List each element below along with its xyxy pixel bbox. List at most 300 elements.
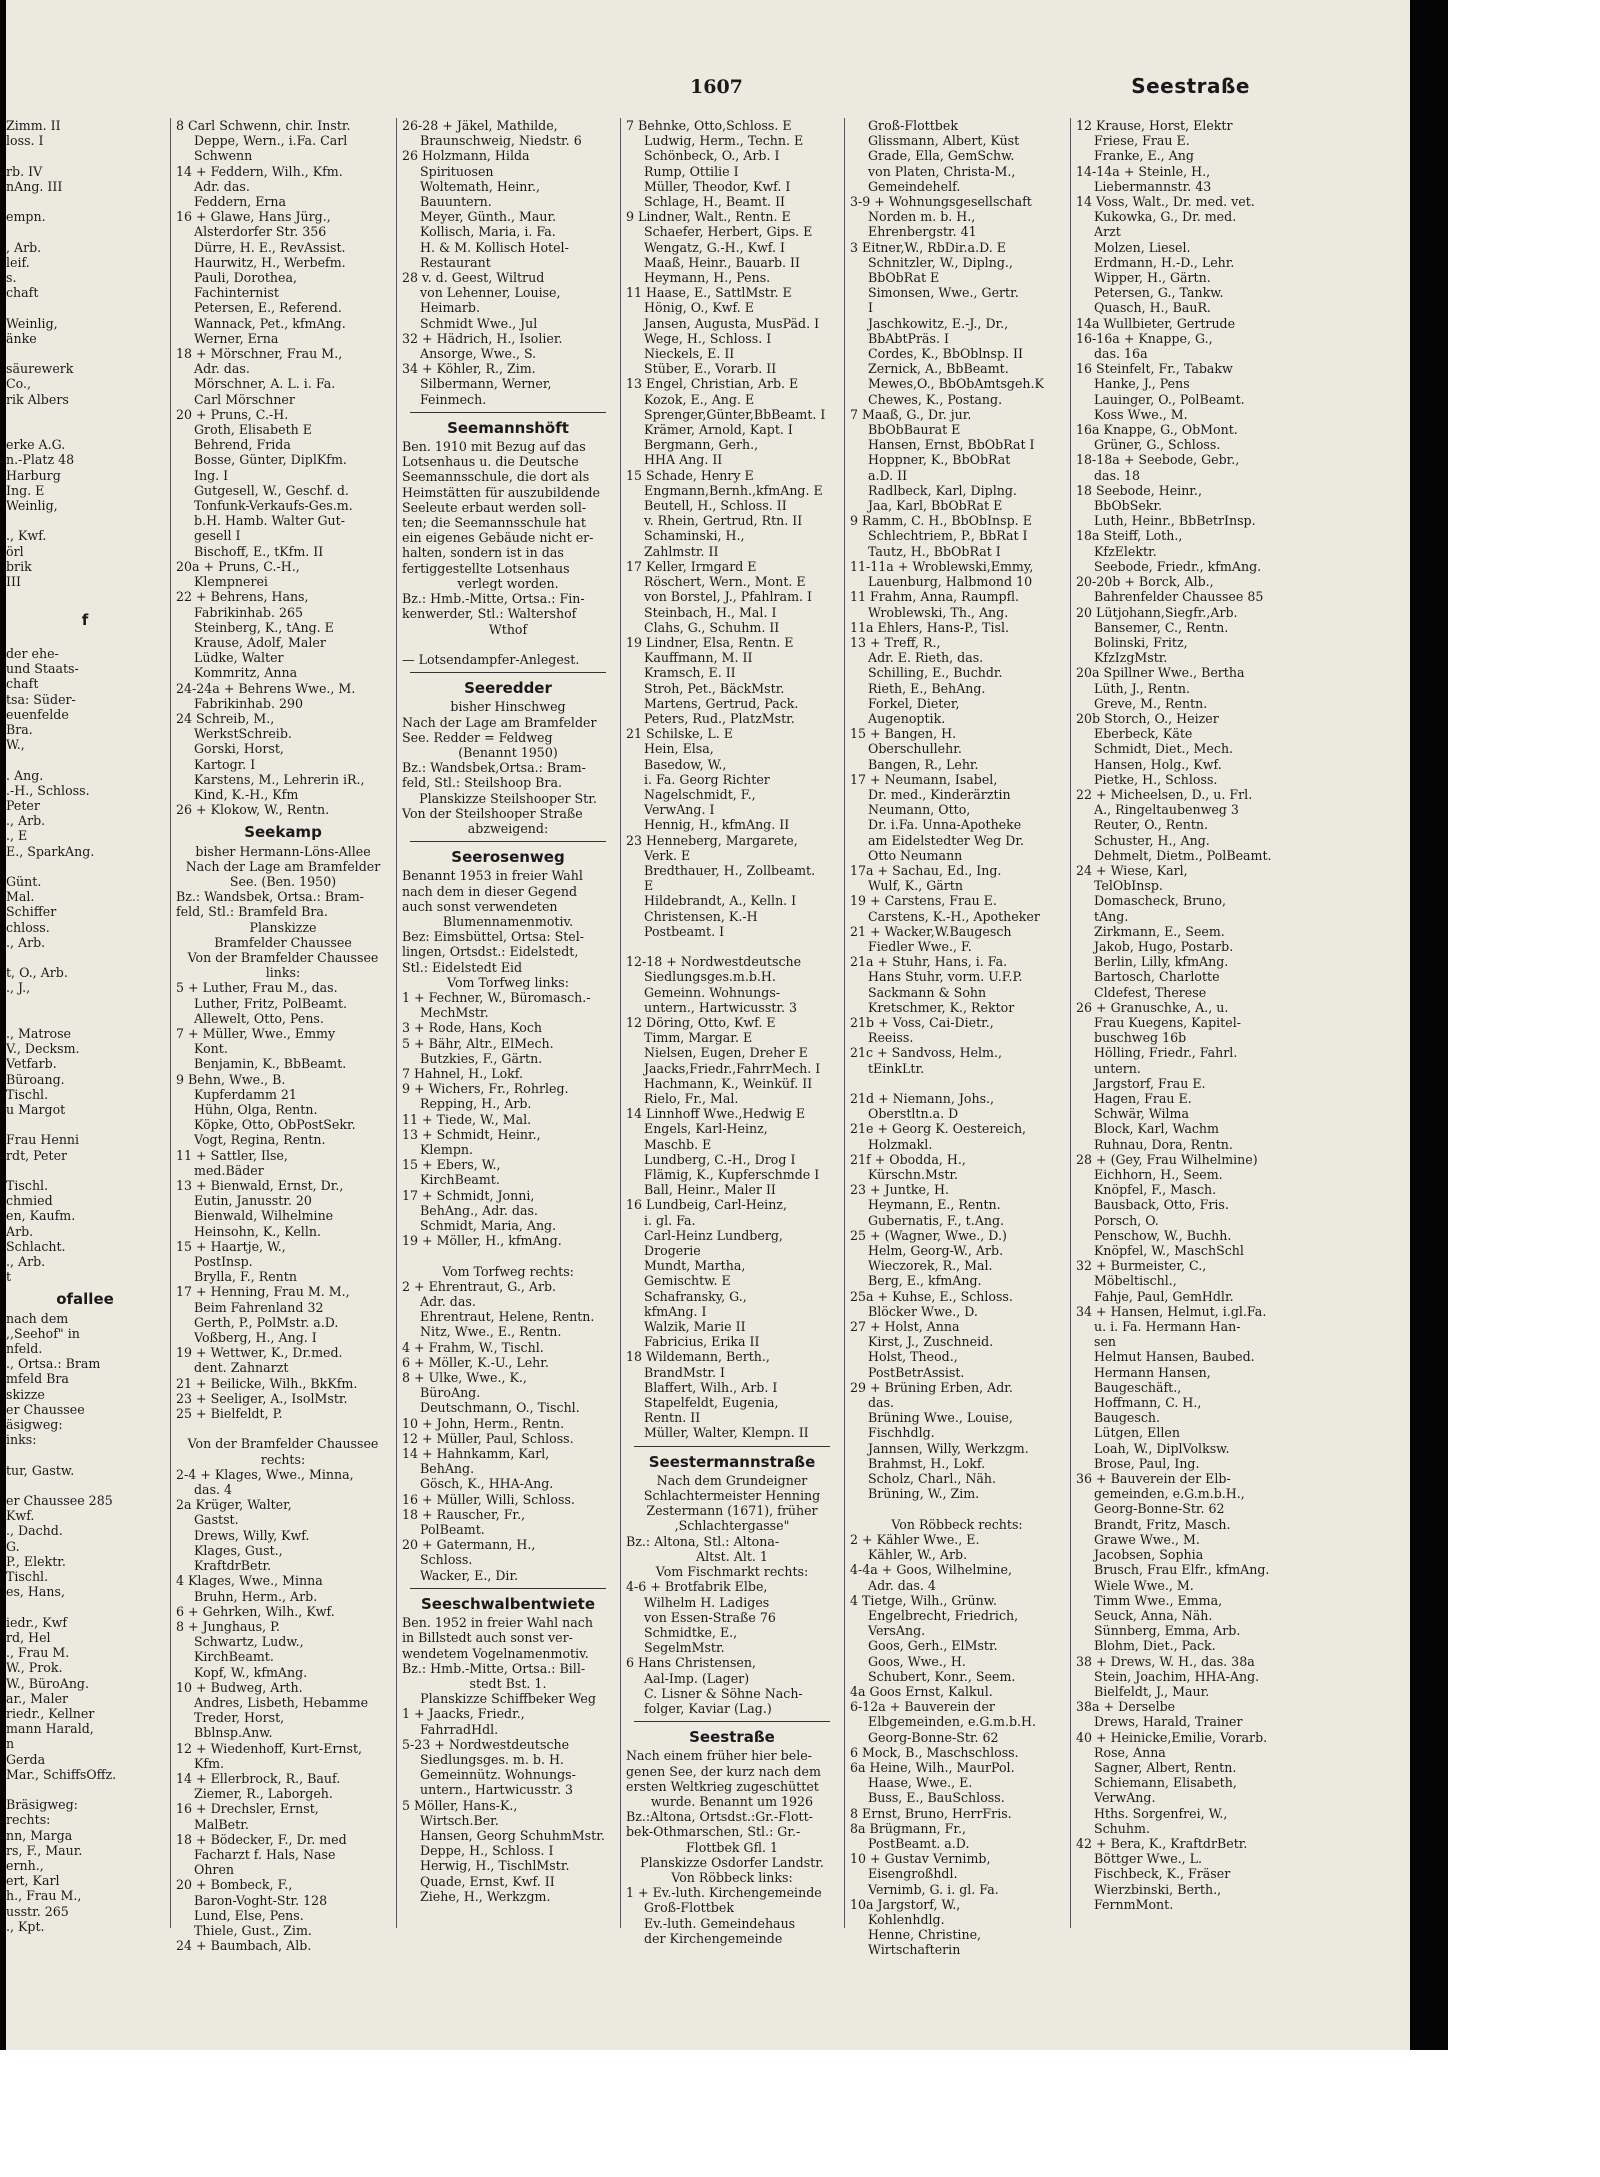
directory-entry: Bra. <box>6 721 33 737</box>
directory-entry: Treder, Horst, <box>194 1710 285 1726</box>
directory-entry: Siedlungsges. m. b. H. <box>420 1751 564 1767</box>
directory-entry: Adr. E. Rieth, das. <box>868 650 984 666</box>
directory-entry: t, O., Arb. <box>6 965 68 981</box>
directory-entry: 22 + Micheelsen, D., u. Frl. <box>1076 786 1253 802</box>
directory-entry: Koss Wwe., M. <box>1094 406 1188 422</box>
directory-entry: b.H. Hamb. Walter Gut- <box>194 513 345 529</box>
directory-entry: Wirtschafterin <box>868 1942 961 1958</box>
directory-entry <box>6 1600 164 1615</box>
directory-entry: Lotsenhaus u. die Deutsche <box>402 454 579 470</box>
directory-entry: Jacobsen, Sophia <box>1094 1547 1204 1563</box>
directory-entry: Eisengroßhdl. <box>868 1866 958 1882</box>
directory-entry: Eutin, Janusstr. 20 <box>194 1193 312 1209</box>
directory-entry: Adr. das. <box>194 178 250 194</box>
directory-entry: Steinberg, K., tAng. E <box>194 619 334 635</box>
directory-entry: Kozok, E., Ang. E <box>644 391 755 407</box>
directory-entry: BbObSekr. <box>1094 498 1163 514</box>
directory-entry: Arzt <box>1094 224 1121 240</box>
directory-entry: links: <box>265 965 301 981</box>
directory-entry: Benannt 1953 in freier Wahl <box>402 868 583 884</box>
directory-entry: Weinlig, <box>6 498 58 514</box>
directory-entry: untern., Hartwicusstr. 3 <box>644 999 798 1015</box>
directory-entry: rechts: <box>260 1451 306 1467</box>
directory-entry: Baron-Voght-Str. 128 <box>194 1892 328 1908</box>
directory-entry: Bz.:Altona, Ortsdst.:Gr.-Flott- <box>626 1809 813 1825</box>
directory-entry: 13 + Schmidt, Heinr., <box>402 1126 541 1142</box>
directory-entry: BrandMstr. I <box>644 1364 725 1380</box>
directory-entry: Basedow, W., <box>644 756 727 772</box>
directory-entry: Scholz, Charl., Näh. <box>868 1471 996 1487</box>
directory-entry: rdt, Peter <box>6 1147 68 1163</box>
directory-entry: Grade, Ella, GemSchw. <box>868 148 1015 164</box>
directory-entry: Goos, Wwe., H. <box>868 1653 966 1669</box>
directory-entry: Hoffmann, C. H., <box>1094 1395 1202 1411</box>
directory-entry: Butzkies, F., Gärtn. <box>420 1050 543 1066</box>
column-rule <box>170 118 171 1928</box>
directory-entry: 24 Schreib, M., <box>176 710 275 726</box>
directory-entry: Ball, Heinr., Maler II <box>644 1182 776 1198</box>
directory-entry: ., E <box>6 828 28 844</box>
directory-entry: ., Ortsa.: Bram <box>6 1356 101 1372</box>
directory-entry: von Platen, Christa-M., <box>868 163 1016 179</box>
directory-entry: VerwAng. I <box>644 802 715 818</box>
directory-entry: Bolinski, Fritz, <box>1094 634 1188 650</box>
directory-entry: 8 + Junghaus, P. <box>176 1618 281 1634</box>
directory-entry: Sagner, Albert, Rentn. <box>1094 1759 1237 1775</box>
directory-entry: 12 + Müller, Paul, Schloss. <box>402 1430 574 1446</box>
directory-entry: KraftdrBetr. <box>194 1558 272 1574</box>
directory-entry: Lüth, J., Rentn. <box>1094 680 1190 696</box>
directory-entry: dent. Zahnarzt <box>194 1360 289 1376</box>
directory-entry <box>6 422 164 437</box>
directory-entry: Frau Kuegens, Kapitel- <box>1094 1014 1241 1030</box>
directory-entry: Herwig, H., TischlMstr. <box>420 1858 570 1874</box>
directory-entry: Sackmann & Sohn <box>868 984 987 1000</box>
directory-entry: Rielo, Fr., Mal. <box>644 1091 739 1106</box>
directory-entry: empn. <box>6 209 46 225</box>
directory-entry: bek-Othmarschen, Stl.: Gr.- <box>626 1824 801 1840</box>
directory-entry: ,Schlachtergasse" <box>674 1518 790 1534</box>
directory-entry: Ben. 1910 mit Bezug auf das <box>402 439 586 455</box>
directory-entry <box>626 939 838 954</box>
directory-entry: Von der Bramfelder Chaussee <box>187 949 379 965</box>
directory-entry: Ben. 1952 in freier Wahl nach <box>402 1615 593 1631</box>
directory-entry: Ziemer, R., Laborgeh. <box>194 1786 333 1802</box>
directory-entry: Hein, Elsa, <box>644 741 714 757</box>
directory-entry: Schafransky, G., <box>644 1288 747 1304</box>
directory-entry <box>6 346 164 361</box>
directory-entry: Timm, Margar. E <box>644 1030 753 1046</box>
directory-entry: Mal. <box>6 889 35 905</box>
directory-entry: Bredthauer, H., Zollbeamt. <box>644 862 816 878</box>
directory-entry: 22 + Behrens, Hans, <box>176 589 309 605</box>
directory-entry: Dr. med., Kinderärztin <box>868 786 1011 802</box>
directory-entry: Baugeschäft., <box>1094 1379 1182 1395</box>
directory-entry: BbAbtPräs. I <box>868 330 949 346</box>
directory-entry: Domascheck, Bruno, <box>1094 893 1226 909</box>
directory-entry: 42 + Bera, K., KraftdrBetr. <box>1076 1835 1248 1851</box>
directory-entry: abzweigend: <box>467 820 549 836</box>
directory-entry: PostBetrAssist. <box>868 1364 965 1380</box>
section-heading: Seeschwalbentwiete <box>420 1594 596 1613</box>
directory-entry: tAng. <box>1094 908 1129 924</box>
directory-entry: 11 + Sattler, Ilse, <box>176 1147 288 1163</box>
directory-entry: Rentn. II <box>644 1410 701 1426</box>
directory-entry: das. 4 <box>194 1482 233 1498</box>
directory-entry: Petersen, G., Tankw. <box>1094 285 1224 301</box>
directory-entry: 6 Mock, B., Maschschloss. <box>850 1744 1019 1760</box>
directory-entry: Carl Mörschner <box>194 391 295 407</box>
directory-entry: . Ang. <box>6 767 44 783</box>
directory-entry: 21 + Beilicke, Wilh., BkKfm. <box>176 1375 358 1391</box>
directory-entry: Flämig, K., Kupferschmde I <box>644 1167 820 1183</box>
directory-entry: Vogt, Regina, Rentn. <box>194 1132 326 1148</box>
directory-entry: 11 Haase, E., SattlMstr. E <box>626 285 792 301</box>
directory-entry: Neumann, Otto, <box>868 802 971 818</box>
directory-entry: ar., Maler <box>6 1690 69 1706</box>
directory-entry: 23 + Seeliger, A., IsolMstr. <box>176 1390 348 1406</box>
directory-entry: Schaminski, H., <box>644 528 745 544</box>
directory-entry: Quasch, H., BauR. <box>1094 300 1211 316</box>
directory-entry <box>850 1076 1064 1091</box>
section-divider <box>634 1446 830 1447</box>
directory-entry: Schilling, E., Buchdr. <box>868 665 1003 681</box>
directory-entry: bisher Hinschweg <box>450 699 566 715</box>
directory-entry: Knöpfel, W., MaschSchl <box>1094 1243 1244 1259</box>
directory-entry: 2-4 + Klages, Wwe., Minna, <box>176 1466 354 1482</box>
directory-entry: 16 + Drechsler, Ernst, <box>176 1801 319 1817</box>
directory-entry: Mörschner, A. L. i. Fa. <box>194 376 336 392</box>
column-rule <box>844 118 845 1928</box>
directory-entry: W., BüroAng. <box>6 1675 89 1691</box>
directory-entry: Bz.: Wandsbek, Ortsa.: Bram- <box>176 889 364 905</box>
directory-entry: Thiele, Gust., Zim. <box>194 1922 312 1938</box>
directory-entry: 14 + Ellerbrock, R., Bauf. <box>176 1770 341 1786</box>
directory-entry: 19 + Möller, H., kfmAng. <box>402 1233 562 1249</box>
column-rule <box>396 118 397 1928</box>
column-1 <box>172 118 394 1954</box>
directory-entry: Hachmann, K., Weinküf. II <box>644 1075 813 1091</box>
directory-entry: Spirituosen <box>420 163 494 179</box>
directory-entry: ein eigenes Gebäude nicht er- <box>402 530 594 546</box>
directory-entry: BehAng., Adr. das. <box>420 1202 538 1218</box>
directory-entry: t <box>6 1269 12 1285</box>
directory-entry: 8 Ernst, Bruno, HerrFris. <box>850 1805 1012 1821</box>
directory-entry: Kirst, J., Zuschneid. <box>868 1334 994 1350</box>
directory-entry: 38a + Derselbe <box>1076 1699 1176 1715</box>
directory-entry: ersten Weltkrieg zugeschüttet <box>626 1778 819 1794</box>
directory-entry: Gösch, K., HHA-Ang. <box>420 1476 554 1492</box>
directory-entry: Fiedler Wwe., F. <box>868 938 972 954</box>
directory-entry: 16a Knappe, G., ObMont. <box>1076 422 1238 438</box>
directory-entry: Schwartz, Ludw., <box>194 1634 304 1650</box>
directory-entry: iedr., Kwf <box>6 1614 68 1630</box>
directory-entry: Luth, Heinr., BbBetrInsp. <box>1094 513 1256 529</box>
directory-entry: Möbeltischl., <box>1094 1273 1177 1289</box>
directory-entry: wendetem Vogelnamenmotiv. <box>402 1645 589 1661</box>
directory-entry: BbObBaurat E <box>868 422 961 438</box>
directory-entry: Vom Torfweg rechts: <box>442 1263 574 1279</box>
directory-entry: 21c + Sandvoss, Helm., <box>850 1045 1002 1061</box>
directory-entry: 23 + Juntke, H. <box>850 1182 949 1198</box>
directory-entry: Planskizze Osdorfer Landstr. <box>640 1854 824 1870</box>
directory-entry: Schlacht. <box>6 1238 66 1254</box>
directory-entry: 3-9 + Wohnungsgesellschaft <box>850 194 1032 210</box>
directory-entry: untern. <box>1094 1060 1141 1076</box>
directory-entry: nach dem <box>6 1310 69 1326</box>
directory-entry: stedt Bst. 1. <box>469 1675 547 1691</box>
directory-entry: Hühn, Olga, Rentn. <box>194 1102 318 1117</box>
directory-entry: Blohm, Diet., Pack. <box>1094 1638 1216 1654</box>
directory-entry: Brylla, F., Rentn <box>194 1269 297 1285</box>
section-divider <box>410 841 606 842</box>
directory-entry: 11 + Tiede, W., Mal. <box>402 1111 532 1127</box>
directory-entry: Fachinternist <box>194 285 279 301</box>
directory-entry: 10a Jargstorf, W., <box>850 1896 961 1912</box>
directory-entry: rik Albers <box>6 391 69 407</box>
directory-entry: G. <box>6 1538 20 1554</box>
section-divider <box>410 1588 606 1589</box>
directory-entry: Zernick, A., BbBeamt. <box>868 361 1009 377</box>
directory-entry: Brose, Paul, Ing. <box>1094 1455 1200 1471</box>
directory-entry: Schlechtriem, P., BbRat I <box>868 528 1028 544</box>
directory-entry: Büroang. <box>6 1071 65 1087</box>
directory-entry: Hanke, J., Pens <box>1094 376 1190 392</box>
directory-entry: VersAng. <box>868 1623 926 1639</box>
directory-entry: Stein, Joachim, HHA-Ang. <box>1094 1668 1260 1684</box>
directory-entry: 18 Wildemann, Berth., <box>626 1349 770 1365</box>
directory-entry: Heinsohn, K., Kelln. <box>194 1223 321 1239</box>
directory-entry: Schuster, H., Ang. <box>1094 832 1210 848</box>
directory-entry: 14 + Feddern, Wilh., Kfm. <box>176 163 343 179</box>
directory-entry: Kretschmer, K., Rektor <box>868 999 1015 1015</box>
directory-entry: Kohlenhdlg. <box>868 1911 945 1927</box>
directory-entry: Drogerie <box>644 1243 701 1259</box>
directory-entry: 20 + Bombeck, F., <box>176 1877 293 1893</box>
directory-entry <box>6 407 164 422</box>
section-heading: Seeredder <box>464 679 552 698</box>
directory-entry: 25 + Bielfeldt, P. <box>176 1406 283 1422</box>
directory-entry: Buss, E., BauSchloss. <box>868 1790 1005 1806</box>
directory-entry: ., Arb. <box>6 934 46 950</box>
directory-entry: Carstens, K.-H., Apotheker <box>868 908 1040 924</box>
directory-entry: Grüner, G., Schloss. <box>1094 437 1221 453</box>
directory-entry: Krause, Adolf, Maler <box>194 634 326 650</box>
directory-entry: leif. <box>6 254 30 270</box>
directory-entry: Heimarb. <box>420 300 480 316</box>
directory-entry: Röschert, Wern., Mont. E <box>644 574 806 590</box>
directory-entry: Hoppner, K., BbObRat <box>868 452 1011 468</box>
directory-entry: verlegt worden. <box>457 575 559 591</box>
directory-entry: ., Dachd. <box>6 1523 63 1539</box>
directory-entry <box>6 950 164 965</box>
directory-entry: ., Matrose <box>6 1025 71 1041</box>
directory-entry: lingen, Ortsdst.: Eidelstedt, <box>402 944 579 960</box>
directory-entry: 11-11a + Wroblewski,Emmy, <box>850 558 1034 574</box>
directory-entry: von Lehenner, Louise, <box>420 285 561 301</box>
directory-entry: nach dem in dieser Gegend <box>402 883 578 899</box>
directory-entry: 26 + Klokow, W., Rentn. <box>176 802 330 818</box>
directory-entry: Feddern, Erna <box>194 194 287 210</box>
directory-entry: Meyer, Günth., Maur. <box>420 209 557 225</box>
section-heading: Seerosenweg <box>451 848 565 867</box>
directory-entry <box>6 752 164 767</box>
directory-entry: Martens, Gertrud, Pack. <box>644 695 799 711</box>
directory-entry: in Billstedt auch sonst ver- <box>402 1630 573 1646</box>
directory-entry: Bauuntern. <box>420 194 492 210</box>
directory-entry: er Chaussee 285 <box>6 1493 113 1509</box>
directory-entry: Frau Henni <box>6 1132 80 1148</box>
directory-entry: ten; die Seemannsschule hat <box>402 515 586 531</box>
directory-entry: Verk. E <box>644 847 691 863</box>
directory-entry: 15 + Haartje, W., <box>176 1238 286 1254</box>
directory-entry: 7 Hahnel, H., Lokf. <box>402 1065 523 1081</box>
directory-entry: Blöcker Wwe., D. <box>868 1303 978 1319</box>
directory-entry: Groß-Flottbek <box>644 1900 734 1916</box>
directory-entry: Krämer, Arnold, Kapt. I <box>644 422 793 438</box>
directory-entry: 18 + Rauscher, Fr., <box>402 1506 526 1522</box>
directory-entry: Nach der Lage am Bramfelder <box>185 858 381 874</box>
directory-entry: rd, Hel <box>6 1629 51 1645</box>
directory-entry: Fahje, Paul, GemHdlr. <box>1094 1288 1234 1304</box>
directory-entry: Altst. Alt. 1 <box>696 1548 768 1564</box>
directory-entry: Gemischtw. E <box>644 1273 731 1289</box>
directory-entry: Kfm. <box>194 1755 225 1771</box>
directory-entry: Georg-Bonne-Str. 62 <box>868 1729 999 1745</box>
directory-entry: 7 Behnke, Otto,Schloss. E <box>626 118 792 133</box>
directory-entry: Kwf. <box>6 1508 35 1524</box>
directory-entry: Georg-Bonne-Str. 62 <box>1094 1501 1225 1517</box>
directory-entry: Brahmst, H., Lokf. <box>868 1455 986 1471</box>
directory-entry: der ehe- <box>6 645 59 661</box>
directory-entry: a.D. II <box>868 467 908 483</box>
directory-entry: Hansen, Georg SchuhmMstr. <box>420 1827 605 1843</box>
directory-entry: Wthof <box>488 621 528 637</box>
directory-entry: Gubernatis, F., t.Ang. <box>868 1212 1005 1228</box>
directory-entry: das. 16a <box>1094 346 1148 362</box>
directory-entry: 16 + Glawe, Hans Jürg., <box>176 209 331 225</box>
directory-entry: Jaacks,Friedr.,FahrrMech. I <box>644 1060 821 1076</box>
directory-entry: skizze <box>6 1386 45 1402</box>
directory-entry: örl <box>6 543 24 559</box>
directory-entry: Jansen, Augusta, MusPäd. I <box>644 315 820 331</box>
directory-entry: 40 + Heinicke,Emilie, Vorarb. <box>1076 1729 1268 1745</box>
directory-entry: PolBeamt. <box>420 1522 485 1538</box>
directory-entry: erke A.G. <box>6 437 66 453</box>
directory-entry: Christensen, K.-H <box>644 908 758 924</box>
directory-entry <box>6 1011 164 1026</box>
directory-entry: 18a Steiff, Loth., <box>1076 528 1183 544</box>
directory-entry: Peter <box>6 797 40 813</box>
directory-entry: Lundberg, C.-H., Drog I <box>644 1151 796 1167</box>
directory-entry: (Benannt 1950) <box>458 744 558 760</box>
directory-entry: usstr. 265 <box>6 1903 69 1919</box>
directory-entry: E <box>644 878 654 894</box>
directory-entry: 17 + Henning, Frau M. M., <box>176 1284 350 1300</box>
directory-entry: 21d + Niemann, Johs., <box>850 1091 995 1106</box>
directory-entry: Braunschweig, Niedstr. 6 <box>420 133 582 149</box>
directory-entry: C. Lisner & Söhne Nach- <box>644 1685 803 1701</box>
section-heading: Seemannshöft <box>447 418 569 437</box>
directory-entry: Andres, Lisbeth, Hebamme <box>194 1694 369 1710</box>
directory-entry: Stapelfeldt, Eugenia, <box>644 1395 779 1411</box>
directory-entry: ., Frau M. <box>6 1645 70 1661</box>
directory-entry: Schiemann, Elisabeth, <box>1094 1775 1237 1791</box>
directory-entry: Wroblewski, Th., Ang. <box>868 604 1009 620</box>
directory-entry: Maschb. E <box>644 1136 712 1152</box>
directory-entry: euenfelde <box>6 706 69 722</box>
column-2 <box>398 118 618 1938</box>
directory-entry: Fischhdlg. <box>868 1425 935 1441</box>
directory-entry: Köpke, Otto, ObPostSekr. <box>194 1117 356 1133</box>
directory-entry: Sünnberg, Emma, Arb. <box>1094 1623 1241 1639</box>
directory-entry: Schmidtke, E., <box>644 1624 738 1640</box>
directory-entry: Brüning Wwe., Louise, <box>868 1410 1013 1426</box>
directory-entry: Pauli, Dorothea, <box>194 270 298 286</box>
directory-entry: Brusch, Frau Elfr., kfmAng. <box>1094 1562 1270 1578</box>
directory-entry: Von Röbbeck links: <box>671 1869 793 1885</box>
directory-entry: änke <box>6 330 37 346</box>
directory-entry: Schwenn <box>194 148 253 164</box>
directory-entry: en, Kaufm. <box>6 1208 76 1224</box>
directory-entry: Cldefest, Therese <box>1094 984 1207 1000</box>
directory-entry: BüroAng. <box>420 1385 481 1401</box>
directory-entry: Haurwitz, H., Werbefm. <box>194 254 346 270</box>
column-3 <box>622 118 842 1946</box>
directory-entry: 9 Lindner, Walt., Rentn. E <box>626 209 791 225</box>
directory-entry <box>6 1117 164 1132</box>
directory-entry: 20a Spillner Wwe., Bertha <box>1076 665 1245 681</box>
directory-entry: Schiffer <box>6 904 57 920</box>
directory-entry: Postbeamt. I <box>644 923 725 939</box>
directory-entry: Mewes,O., BbObAmtsgeh.K <box>868 376 1044 392</box>
directory-entry: PostBeamt. a.D. <box>868 1835 970 1851</box>
directory-entry: KirchBeamt. <box>194 1649 274 1665</box>
directory-entry: wurde. Benannt um 1926 <box>650 1793 814 1809</box>
directory-entry: Bruhn, Herm., Arb. <box>194 1588 318 1604</box>
directory-entry: Tischl. <box>6 1086 49 1102</box>
directory-entry: Bangen, R., Lehr. <box>868 756 979 772</box>
directory-entry: Jaschkowitz, E.-J., Dr., <box>868 315 1009 331</box>
directory-entry: III <box>6 574 21 590</box>
directory-entry: 34 + Hansen, Helmut, i.gl.Fa. <box>1076 1303 1267 1319</box>
directory-entry: der Kirchengemeinde <box>644 1930 783 1946</box>
directory-entry: 27 + Holst, Anna <box>850 1319 960 1335</box>
directory-entry: halten, sondern ist in das <box>402 545 564 561</box>
directory-entry: chloss. <box>6 919 50 935</box>
directory-entry: Dr. i.Fa. Unna-Apotheke <box>868 817 1022 833</box>
directory-entry: Hönig, O., Kwf. E <box>644 300 754 316</box>
directory-entry: med.Bäder <box>194 1162 264 1178</box>
directory-entry: chmied <box>6 1193 53 1209</box>
directory-entry: Engmann,Bernh.,kfmAng. E <box>644 482 823 498</box>
directory-entry: 14a Wullbieter, Gertrude <box>1076 315 1236 331</box>
directory-entry: 16 + Müller, Willi, Schloss. <box>402 1491 575 1507</box>
directory-entry: nfeld. <box>6 1341 43 1357</box>
section-heading: ofallee <box>56 1290 114 1309</box>
directory-entry: Clahs, G., Schuhm. II <box>644 619 780 635</box>
right-dark-margin <box>1410 0 1448 2050</box>
directory-entry: Nieckels, E. II <box>644 346 735 362</box>
directory-entry: KfzIzgMstr. <box>1094 650 1168 666</box>
directory-entry: , Arb. <box>6 239 42 255</box>
directory-entry: 14 Linnhoff Wwe.,Hedwig E <box>626 1106 806 1122</box>
directory-entry: Augenoptik. <box>868 710 946 726</box>
directory-entry: 26-28 + Jäkel, Mathilde, <box>402 118 558 133</box>
directory-entry: Nagelschmidt, F., <box>644 786 756 802</box>
directory-entry: rechts: <box>6 1812 51 1828</box>
directory-entry: Hennig, H., kfmAng. II <box>644 817 790 833</box>
